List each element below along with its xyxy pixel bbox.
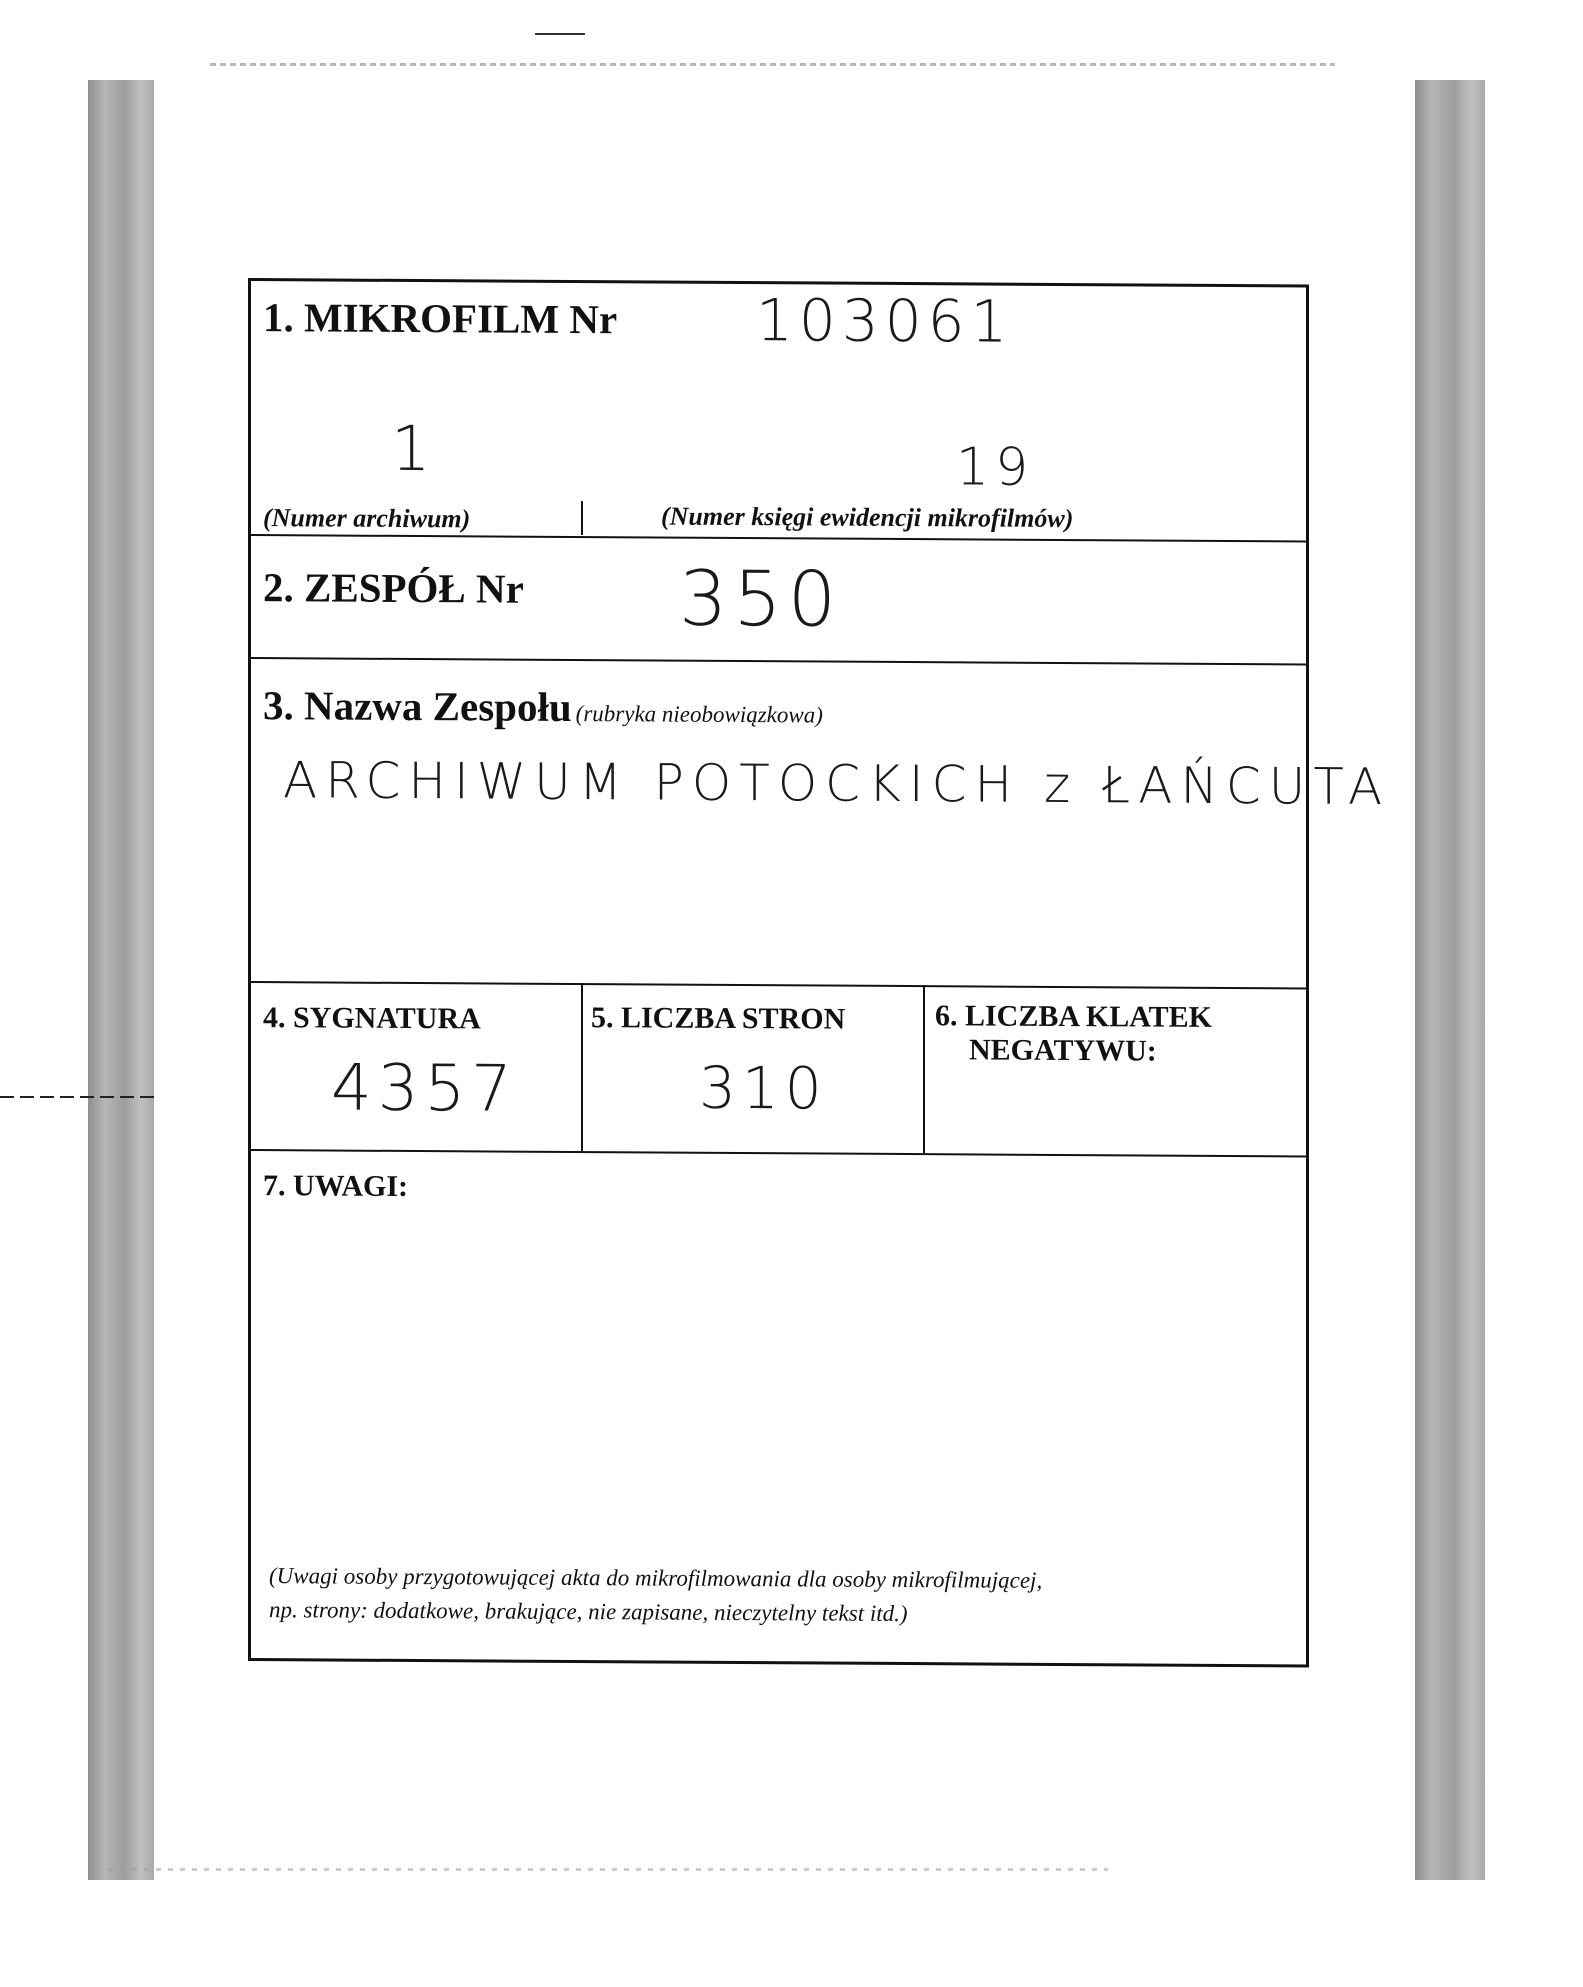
mikrofilm-number: 103061: [756, 286, 1014, 356]
liczba-stron-value: 310: [699, 1053, 828, 1123]
col-divider-1: [581, 983, 583, 1151]
divider-1: [251, 534, 1306, 542]
liczba-klatek-label: 6. LICZBA KLATEK: [935, 999, 1213, 1034]
sygnatura-label: 4. SYGNATURA: [263, 1001, 481, 1036]
microfilm-form: [248, 278, 1391, 1667]
register-number: 19: [956, 437, 1035, 498]
divider-4: [251, 1149, 1306, 1157]
top-scan-line: [210, 63, 1335, 66]
mikrofilm-label: 1. MIKROFILM Nr: [263, 294, 618, 343]
bottom-scan-line: [108, 1868, 1108, 1871]
zespol-number: 350: [679, 553, 843, 644]
archive-number-caption: (Numer archiwum): [263, 503, 471, 534]
nazwa-zespolu-hint: (rubryka nieobowiązkowa): [575, 701, 823, 728]
sygnatura-value: 4357: [331, 1051, 518, 1127]
divider-2: [251, 657, 1306, 665]
right-scan-shadow: [1415, 80, 1485, 1880]
uwagi-note-line-1: (Uwagi osoby przygotowującej akta do mikrofilmowania dla osoby mikrofilmującej,: [269, 1563, 1043, 1593]
nazwa-zespolu-value: ARCHIWUM POTOCKICH z ŁAŃCUTA: [283, 751, 1391, 816]
archive-number: 1: [391, 411, 437, 486]
liczba-stron-label: 5. LICZBA STRON: [591, 1001, 846, 1036]
uwagi-note-line-2: np. strony: dodatkowe, brakujące, nie zapisane, nieczytelny tekst itd.): [269, 1597, 908, 1627]
nazwa-zespolu-label: 3. Nazwa Zespołu: [263, 682, 572, 730]
register-number-caption: (Numer księgi ewidencji mikrofilmów): [661, 501, 1074, 534]
top-mark: [535, 33, 585, 35]
caption-divider: [581, 501, 583, 535]
nazwa-zespolu-row: [263, 681, 823, 732]
col-divider-2: [923, 985, 925, 1153]
uwagi-label: 7. UWAGI:: [263, 1169, 409, 1203]
zespol-label: 2. ZESPÓŁ Nr: [263, 564, 524, 612]
left-dash-line: [0, 1096, 160, 1098]
negatywu-label: NEGATYWU:: [969, 1033, 1157, 1068]
divider-3: [251, 981, 1306, 989]
left-scan-shadow: [88, 80, 154, 1880]
